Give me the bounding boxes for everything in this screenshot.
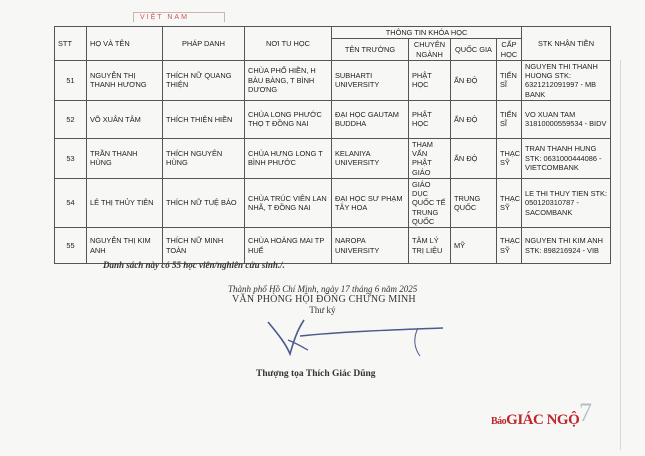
- cell-account: TRAN THANH HUNG STK: 0631000444086 - VIETCOMBANK: [522, 138, 611, 178]
- table-row: [55, 178, 611, 227]
- cell-stt: 55: [55, 228, 87, 264]
- header-name: HỌ VÀ TÊN: [87, 27, 163, 61]
- cell-country: ẤN ĐỘ: [451, 60, 497, 100]
- cell-school: ĐẠI HỌC SƯ PHẠM TÂY HOA: [332, 178, 409, 227]
- header-course-group: THÔNG TIN KHÓA HỌC: [332, 27, 522, 39]
- cell-school: SUBHARTI UNIVERSITY: [332, 60, 409, 100]
- logo-prefix: Báo: [491, 416, 507, 427]
- header-country: QUỐC GIA: [451, 39, 497, 61]
- cell-school: ĐẠI HỌC GAUTAM BUDDHA: [332, 100, 409, 138]
- signer-name: Thượng tọa Thích Giác Dũng: [256, 369, 376, 379]
- table-body: [55, 60, 611, 263]
- header-temple: NƠI TU HỌC: [245, 27, 332, 61]
- red-stamp-fragment: VIỆT NAM: [133, 12, 225, 22]
- cell-country: MỸ: [451, 228, 497, 264]
- cell-temple: CHÙA PHỔ HIỀN, H BÀU BÀNG, T BÌNH DƯƠNG: [245, 60, 332, 100]
- cell-stt: 52: [55, 100, 87, 138]
- cell-name: NGUYỄN THỊ KIM ANH: [87, 228, 163, 264]
- logo-name: GIÁC NGỘ: [506, 412, 580, 428]
- cell-dharma: THÍCH NỮ QUANG THIỆN: [163, 60, 245, 100]
- cell-major: PHẬT HỌC: [409, 60, 451, 100]
- header-school: TÊN TRƯỜNG: [332, 39, 409, 61]
- cell-school: KELANIYA UNIVERSITY: [332, 138, 409, 178]
- cell-dharma: THÍCH NGUYÊN HÙNG: [163, 138, 245, 178]
- cell-stt: 51: [55, 60, 87, 100]
- cell-account: NGUYEN THI KIM ANH STK: 898216924 - VIB: [522, 228, 611, 264]
- cell-dharma: THÍCH THIỆN HIỀN: [163, 100, 245, 138]
- signer-role: Thư ký: [309, 305, 336, 315]
- header-dharma: PHÁP DANH: [163, 27, 245, 61]
- office-name: VĂN PHÒNG HỘI ĐỒNG CHỨNG MINH: [232, 294, 416, 305]
- page-divider: [620, 60, 621, 450]
- cell-stt: 53: [55, 138, 87, 178]
- cell-account: VO XUAN TAM 31810000559534 - BIDV: [522, 100, 611, 138]
- cell-name: LÊ THỊ THỦY TIÊN: [87, 178, 163, 227]
- page-number: 7: [579, 398, 592, 427]
- cell-name: NGUYỄN THỊ THANH HƯƠNG: [87, 60, 163, 100]
- header-stt: STT: [55, 27, 87, 61]
- cell-country: ẤN ĐỘ: [451, 138, 497, 178]
- cell-stt: 54: [55, 178, 87, 227]
- cell-name: TRẦN THANH HÙNG: [87, 138, 163, 178]
- cell-name: VÕ XUÂN TÂM: [87, 100, 163, 138]
- header-account: STK NHẬN TIỀN: [522, 27, 611, 61]
- table-row: [55, 60, 611, 100]
- cell-major: THAM VẤN PHẬT GIÁO: [409, 138, 451, 178]
- cell-school: NAROPA UNIVERSITY: [332, 228, 409, 264]
- cell-country: ẤN ĐỘ: [451, 100, 497, 138]
- table-row: [55, 100, 611, 138]
- cell-account: LE THI THUY TIEN STK: 050120310787 - SACOMBANK: [522, 178, 611, 227]
- handwritten-signature: [238, 314, 458, 360]
- student-list-table: [54, 26, 611, 264]
- cell-level: THẠC SỸ: [497, 228, 522, 264]
- cell-temple: CHÙA HƯNG LONG T BÌNH PHƯỚC: [245, 138, 332, 178]
- cell-dharma: THÍCH NỮ MINH TOÀN: [163, 228, 245, 264]
- cell-temple: CHÙA LONG PHƯỚC THỌ T ĐỒNG NAI: [245, 100, 332, 138]
- newspaper-logo: [491, 412, 579, 429]
- cell-account: NGUYEN THI THANH HUONG STK: 6321212091997 - MB BANK: [522, 60, 611, 100]
- list-count-note: Danh sách này có 55 học viên/nghiên cứu sinh./.: [103, 260, 285, 270]
- cell-major: GIÁO DỤC QUỐC TẾ TRUNG QUỐC: [409, 178, 451, 227]
- table-header: [55, 27, 611, 61]
- place-date: Thành phố Hồ Chí Minh, ngày 17 tháng 6 năm 2025: [228, 284, 418, 294]
- cell-level: TIẾN SĨ: [497, 100, 522, 138]
- cell-level: THẠC SỸ: [497, 138, 522, 178]
- table-row: [55, 138, 611, 178]
- cell-country: TRUNG QUỐC: [451, 178, 497, 227]
- cell-major: PHẬT HỌC: [409, 100, 451, 138]
- header-level: CẤP HỌC: [497, 39, 522, 61]
- cell-major: TÂM LÝ TRỊ LIỆU: [409, 228, 451, 264]
- cell-level: THẠC SỸ: [497, 178, 522, 227]
- header-major: CHUYÊN NGÀNH: [409, 39, 451, 61]
- cell-temple: CHÙA HOÀNG MAI TP HUẾ: [245, 228, 332, 264]
- table-row: [55, 228, 611, 264]
- cell-temple: CHÙA TRÚC VIÊN LAN NHÃ, T ĐỒNG NAI: [245, 178, 332, 227]
- cell-dharma: THÍCH NỮ TUỆ BẢO: [163, 178, 245, 227]
- cell-level: TIẾN SĨ: [497, 60, 522, 100]
